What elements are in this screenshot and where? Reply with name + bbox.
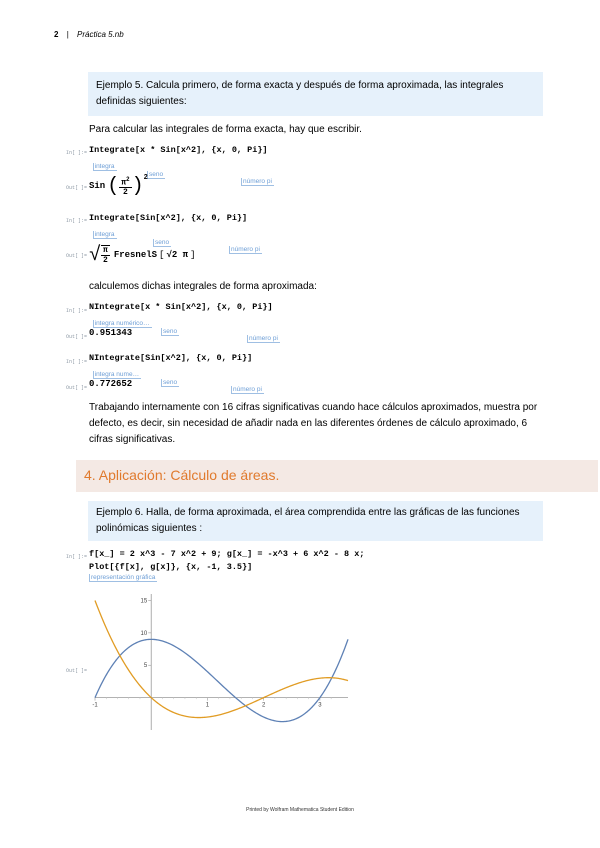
input-label-2: In[ ]:=	[66, 218, 88, 224]
output-cell-3: 0.951343	[89, 328, 133, 338]
output-cell-2: √ $\frac{\pi}{2}$ FresnelS [ √2 π ]	[89, 243, 196, 267]
page-number: 2	[54, 30, 59, 39]
y-tick-label: 10	[140, 630, 148, 637]
input-cell-1[interactable]: Integrate[x * Sin[x^2], {x, 0, Pi}]	[89, 145, 268, 155]
input-cell-3[interactable]: NIntegrate[x * Sin[x^2], {x, 0, Pi}]	[89, 302, 273, 312]
header-separator: |	[66, 30, 69, 39]
y-tick-label: 5	[143, 663, 148, 670]
output-cell-1: Sin ( $\frac{\pi^2}{2}$ ) $^2$	[89, 174, 148, 198]
output-label-2: Out[ ]=	[66, 253, 88, 259]
input-cell-4[interactable]: NIntegrate[Sin[x^2], {x, 0, Pi}]	[89, 353, 253, 363]
section-title: 4. Aplicación: Cálculo de áreas.	[84, 467, 280, 483]
input-cell-5-line2[interactable]: Plot[{f[x], g[x]}, {x, -1, 3.5}]	[89, 562, 253, 572]
exact-intro-text: Para calcular las integrales de forma exacta, hay que escribir.	[89, 124, 362, 135]
x-tick-label: 1	[205, 702, 210, 709]
notebook-title: Práctica 5.nb	[77, 30, 124, 39]
output-label-3: Out[ ]=	[66, 334, 88, 340]
input-label-4: In[ ]:=	[66, 359, 88, 365]
page-header	[54, 30, 124, 39]
x-tick-label: 2	[261, 702, 266, 709]
function-plot	[80, 588, 360, 736]
output-cell-4: 0.772652	[89, 379, 133, 389]
example6-box	[88, 501, 543, 541]
approx-intro-text: calculemos dichas integrales de forma aproximada:	[89, 281, 317, 292]
code-hints-4: integra nume… seno número pi	[94, 371, 262, 393]
y-tick-label: 15	[140, 598, 148, 605]
output-label-1: Out[ ]=	[66, 185, 88, 191]
code-hints-2: integra seno número pi	[94, 231, 260, 253]
input-label-5: In[ ]:=	[66, 554, 88, 560]
code-hints-5: representación gráfica	[91, 574, 156, 581]
footer: Printed by Wolfram Mathematica Student Edition	[246, 807, 354, 813]
significant-figures-note: Trabajando internamente con 16 cifras significativas cuando hace cálculos aproximados, muestra por defecto, es decir, sin necesidad de añadir nada en las diferentes órdenes de cálculo aproximado, 6 cifras significativas.	[89, 402, 538, 445]
input-cell-5-line1[interactable]: f[x_] = 2 x^3 - 7 x^2 + 9; g[x_] = -x^3 + 6 x^2 - 8 x;	[89, 549, 365, 559]
output-label-5: Out[ ]=	[66, 668, 88, 674]
example6-text: Ejemplo 6. Halla, de forma aproximada, el área comprendida entre las gráficas de las funciones polinómicas siguientes :	[96, 507, 520, 534]
example5-text: Ejemplo 5. Calcula primero, de forma exacta y después de forma aproximada, las integrales definidas siguientes:	[96, 80, 504, 107]
section-header	[76, 460, 598, 492]
input-label-3: In[ ]:=	[66, 308, 88, 314]
x-tick-label: 3	[318, 702, 322, 709]
code-hints-1: integra seno número pi	[94, 163, 272, 185]
code-hints-3: integra numérico… seno número pi	[94, 320, 278, 342]
input-cell-2[interactable]: Integrate[Sin[x^2], {x, 0, Pi}]	[89, 213, 248, 223]
input-label-1: In[ ]:=	[66, 150, 88, 156]
example5-box	[88, 72, 543, 116]
x-tick-label: -1	[92, 702, 98, 709]
output-label-4: Out[ ]=	[66, 385, 88, 391]
series-line-g	[95, 600, 348, 717]
